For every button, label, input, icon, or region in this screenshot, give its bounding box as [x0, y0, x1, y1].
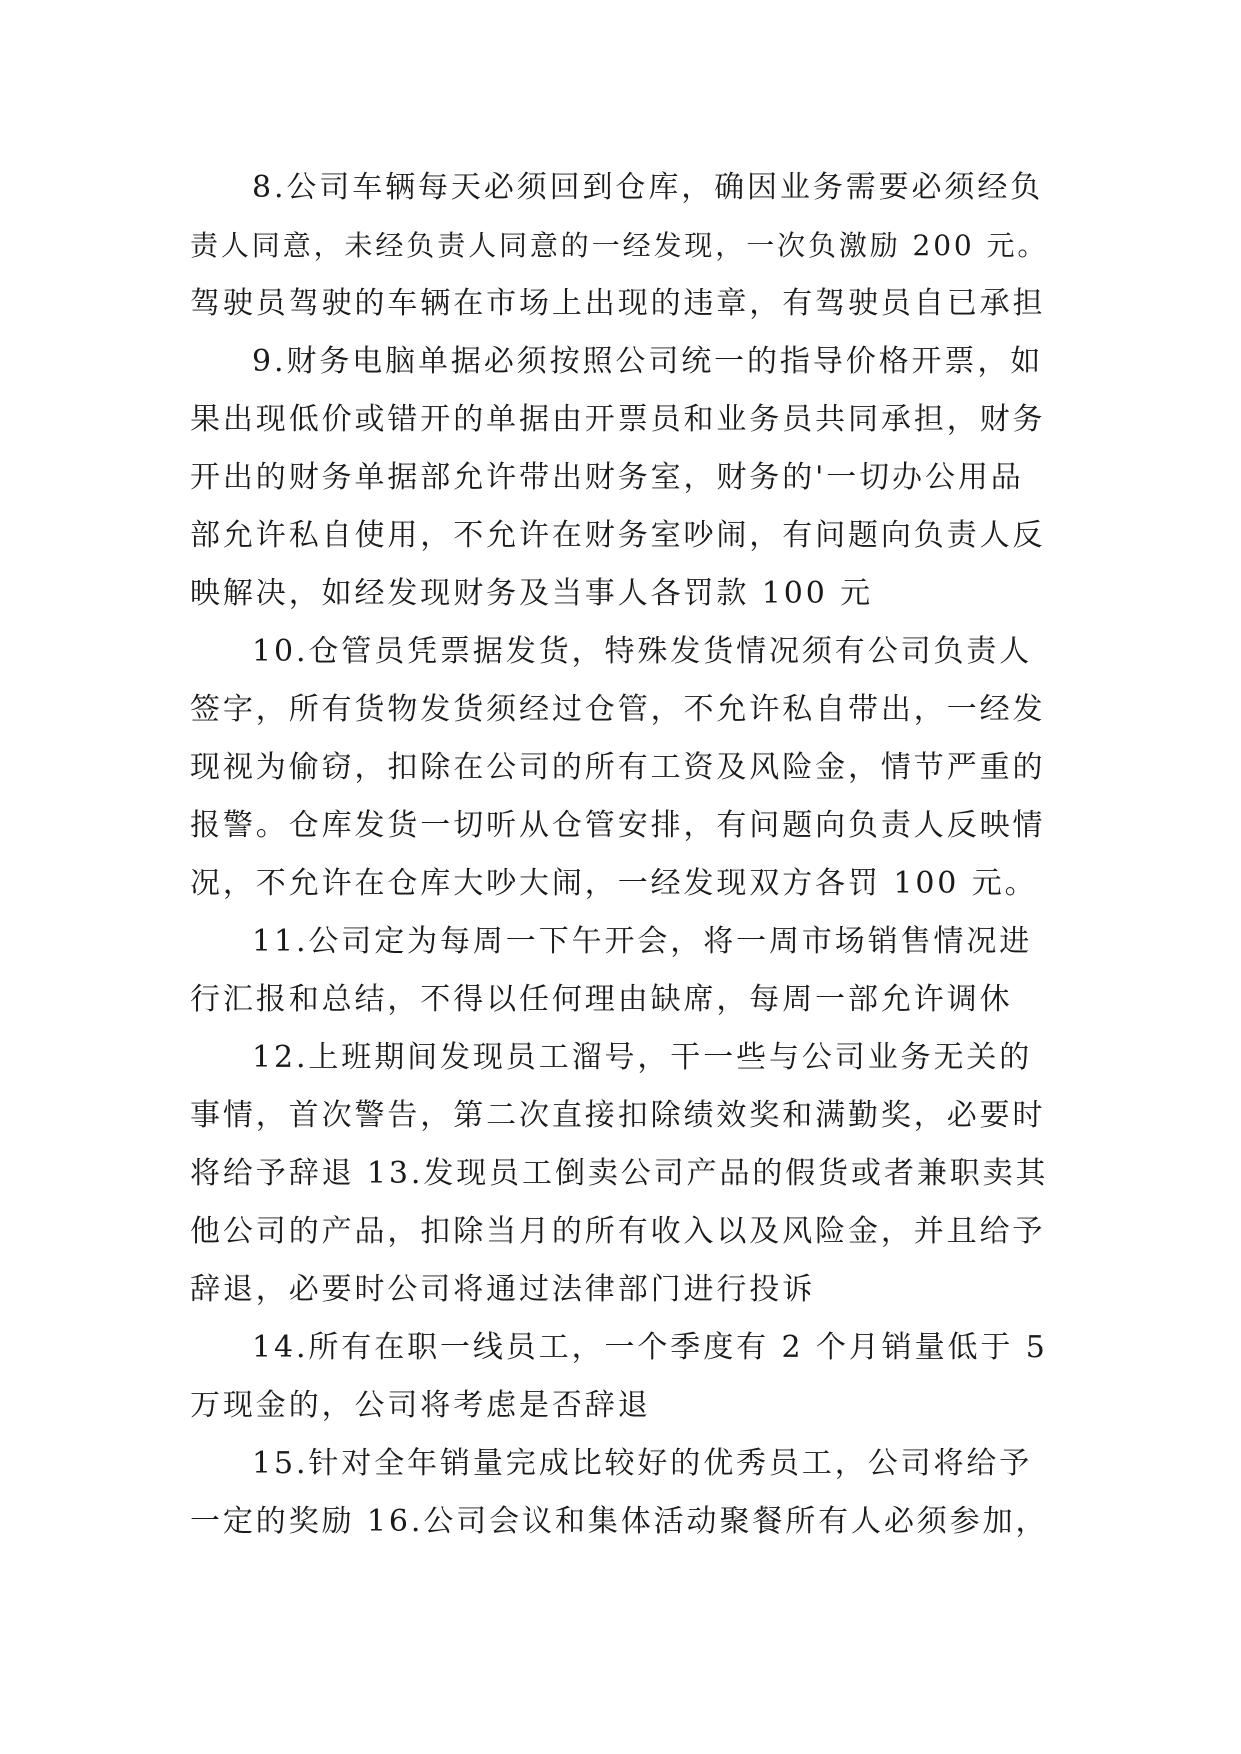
text-line: 10.仓管员凭票据发货，特殊发货情况须有公司负责人 — [252, 634, 1033, 669]
text-line: 12.上班期间发现员工溜号，干一些与公司业务无关的 — [252, 1040, 1033, 1075]
text-line: 现视为偷窃，扣除在公司的所有工资及风险金，情节严重的 — [190, 750, 1046, 785]
text-line: 果出现低价或错开的单据由开票员和业务员共同承担，财务 — [190, 402, 1046, 437]
text-line: 映解决，如经发现财务及当事人各罚款 100 元 — [190, 576, 874, 611]
text-line: 报警。仓库发货一切听从仓管安排，有问题向负责人反映情 — [190, 808, 1046, 843]
text-line: 开出的财务单据部允许带出财务室，财务的'一切办公用品 — [190, 460, 1024, 495]
text-line: 将给予辞退 13.发现员工倒卖公司产品的假货或者兼职卖其 — [190, 1156, 1049, 1191]
text-line: 辞退，必要时公司将通过法律部门进行投诉 — [190, 1272, 816, 1307]
text-line: 部允许私自使用，不允许在财务室吵闹，有问题向负责人反 — [190, 518, 1046, 553]
text-line: 他公司的产品，扣除当月的所有收入以及风险金，并且给予 — [190, 1214, 1046, 1249]
text-line: 责人同意，未经负责人同意的一经发现，一次负激励 200 元。 — [190, 229, 1049, 262]
text-line: 签字，所有货物发货须经过仓管，不允许私自带出，一经发 — [190, 692, 1046, 727]
text-line: 15.针对全年销量完成比较好的优秀员工，公司将给予 — [252, 1446, 1033, 1481]
text-line: 万现金的，公司将考虑是否辞退 — [190, 1388, 651, 1423]
text-line: 事情，首次警告，第二次直接扣除绩效奖和满勤奖，必要时 — [190, 1098, 1046, 1133]
text-line: 8.公司车辆每天必须回到仓库，确因业务需要必须经负 — [252, 170, 1044, 205]
text-line: 9.财务电脑单据必须按照公司统一的指导价格开票，如 — [252, 344, 1044, 379]
text-line: 14.所有在职一线员工，一个季度有 2 个月销量低于 5 — [252, 1330, 1048, 1365]
text-line: 驾驶员驾驶的车辆在市场上出现的违章，有驾驶员自已承担 — [190, 286, 1046, 321]
text-line: 11.公司定为每周一下午开会，将一周市场销售情况进 — [252, 924, 1033, 959]
text-line: 行汇报和总结，不得以任何理由缺席，每周一部允许调休 — [190, 982, 1013, 1017]
text-line: 况，不允许在仓库大吵大闹，一经发现双方各罚 100 元。 — [190, 866, 1038, 901]
text-line: 一定的奖励 16.公司会议和集体活动聚餐所有人必须参加， — [190, 1504, 1049, 1539]
